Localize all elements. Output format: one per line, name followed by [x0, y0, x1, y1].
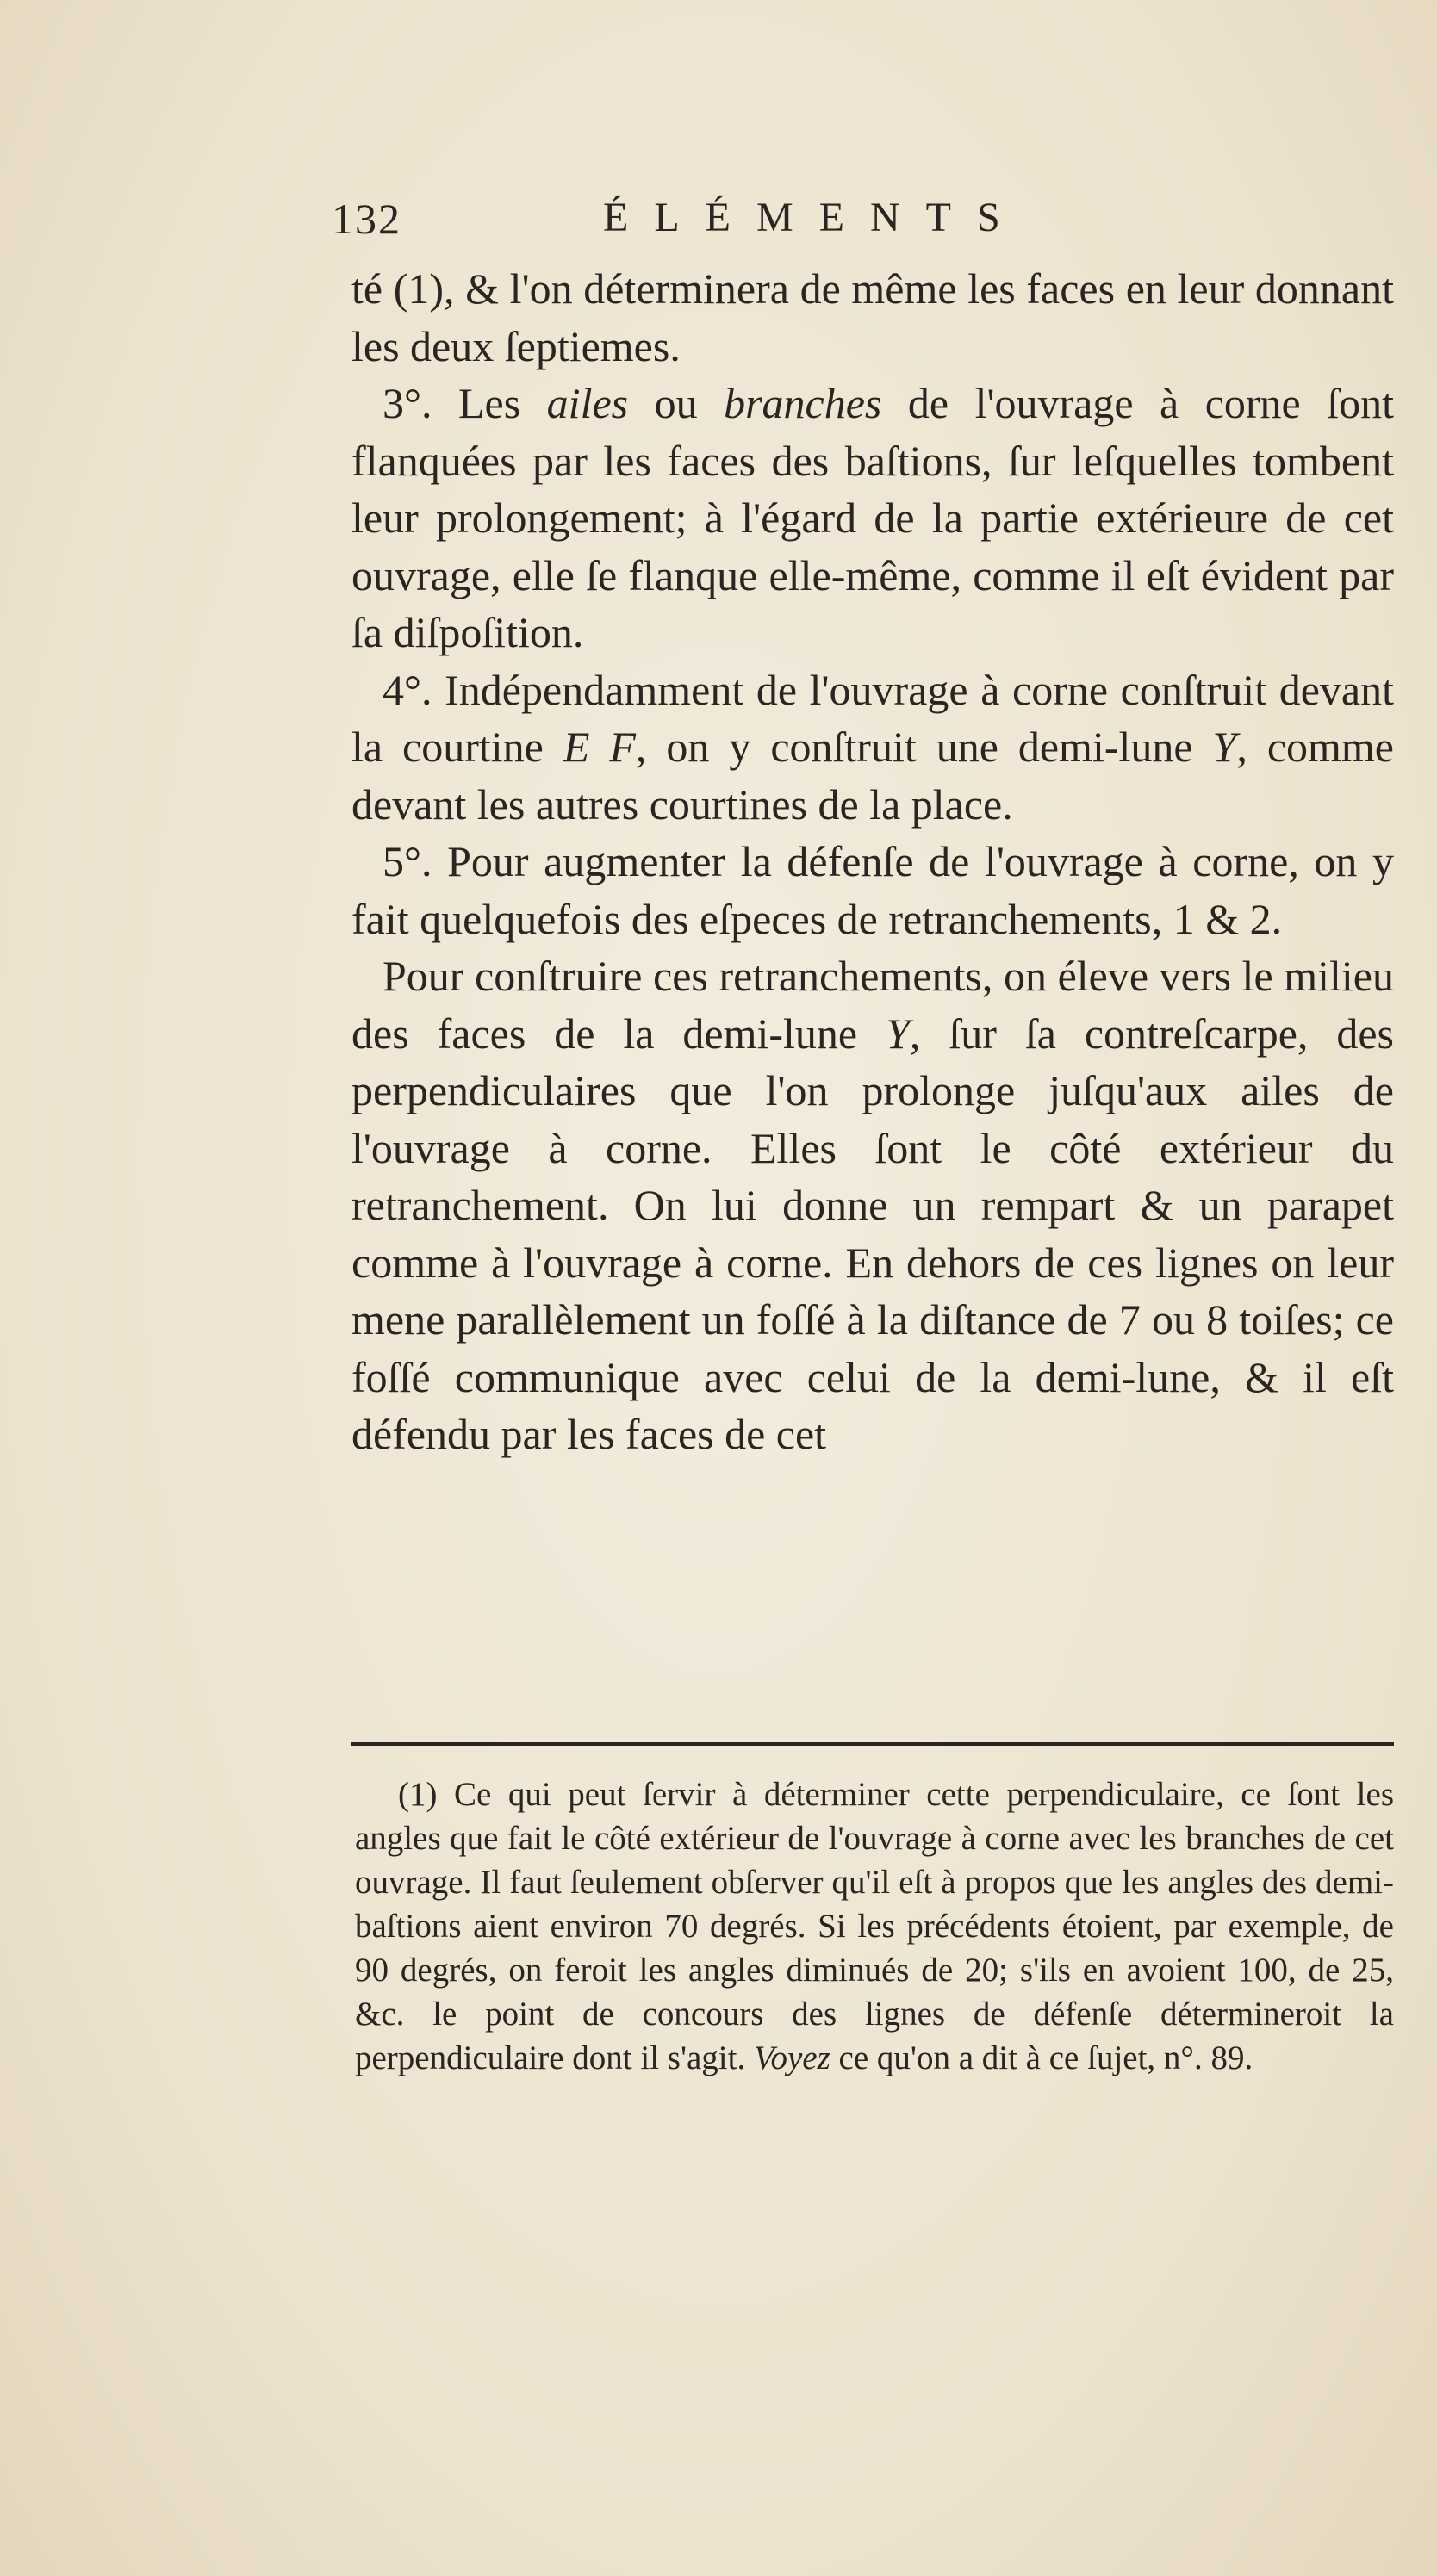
paragraph: 5°. Pour augmenter la défenſe de l'ouvrage à corne, on y fait quelquefois des eſpeces de retranchements, 1 & 2. [351, 837, 1394, 943]
paragraph: 3°. Les ailes ou branches de l'ouvrage à corne ſont flanquées par les faces des baſtions, ſur leſquelles tombent leur prolongement; à l'égard de la partie extérieure de cet ouvrage, elle ſe flanque elle-même, comme il eſt évident par ſa diſpoſition. [351, 379, 1395, 656]
page-header [332, 194, 1107, 254]
footnote-text: (1) Ce qui peut ſervir à déterminer cette perpendiculaire, ce ſont les angles que fait le côté extérieur de l'ouvrage à corne avec les branches de cet ouvrage. Il faut ſeulement obſerver qu'il eſt à propos que les angles des demi-baſtions aient environ 70 degrés. Si les précédents étoient, par exemple, de 90 degrés, on feroit les angles diminués de 20; s'ils en avoient 100, de 25, &c. le point de concours des lignes de défenſe détermineroit la perpendiculaire dont il s'agit. Voyez ce qu'on a dit à ce ſujet, n°. 89. [355, 1776, 1394, 2076]
footnote [355, 1772, 1394, 2080]
running-head: ÉLÉMENTS [603, 195, 1026, 240]
paragraph: té (1), & l'on déterminera de même les faces en leur donnant les deux ſeptiemes. [351, 264, 1394, 370]
paragraph: Pour conſtruire ces retranchements, on éleve vers le milieu des faces de la demi-lune Y, ſur ſa contreſcarpe, des perpendiculaires que l'on prolonge juſqu'aux ailes de l'ouvrage à corne. Elles ſont le côté extérieur du retranchement. On lui donne un rempart & un parapet comme à l'ouvrage à corne. En dehors de ces lignes on leur mene parallèlement un foſſé à la diſtance de 7 ou 8 toiſes; ce foſſé communique avec celui de la demi-lune, & il eſt défendu par les faces de cet [351, 952, 1394, 1458]
page-number: 132 [332, 195, 401, 243]
paragraph: 4°. Indépendamment de l'ouvrage à corne conſtruit devant la courtine E F, on y conſtruit une demi-lune Y, comme devant les autres courtines de la place. [351, 665, 1394, 829]
footnote-marker: (1) [398, 1776, 438, 1813]
footnote-divider [351, 1742, 1394, 1746]
body-text [351, 260, 1394, 1463]
